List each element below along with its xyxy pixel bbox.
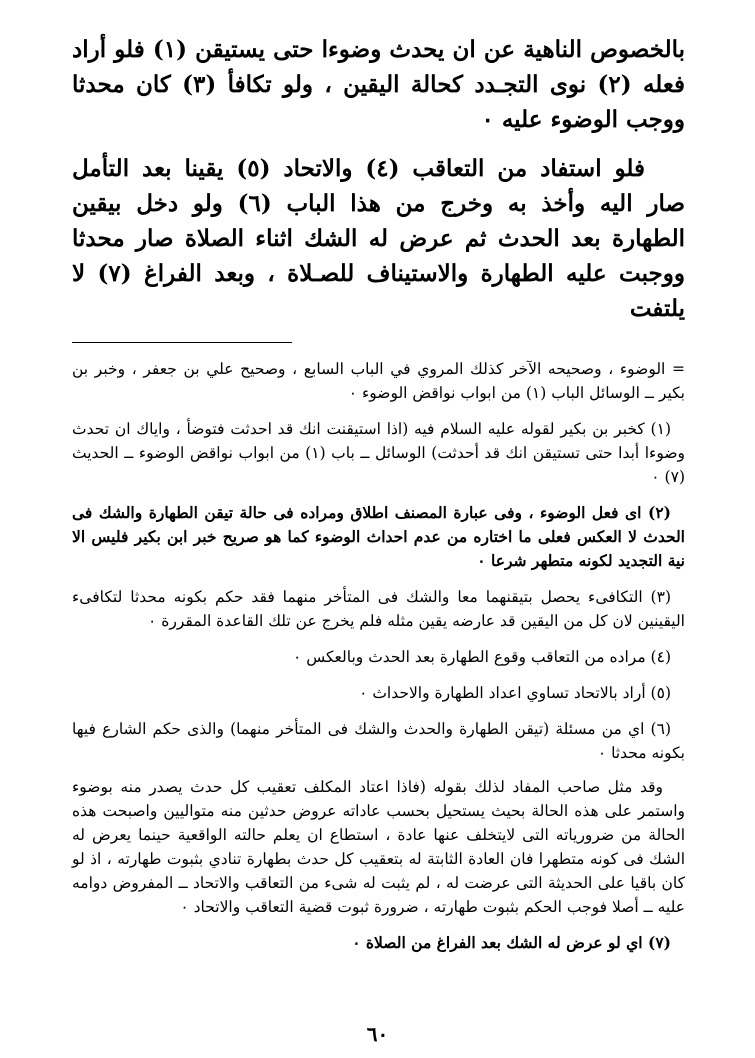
footnote-7: (٧) اي لو عرض له الشك بعد الفراغ من الصلاة ٠	[352, 933, 671, 952]
footnote-separator	[72, 342, 292, 343]
footnote-6: (٦) اي من مسئلة (تيقن الطهارة والحدث والشك فى المتأخر منهما) والذى حكم الشارع فيها بكونه محدثا ٠	[72, 720, 685, 762]
footnote-4: (٤) مراده من التعاقب وقوع الطهارة بعد الحدث وبالعكس ٠	[292, 648, 671, 666]
footnote-3: (٣) التكافىء يحصل بتيقنهما معا والشك فى المتأخر منهما فقد حكم بكونه محدثا لتكافىء اليقينين لان كل من اليقين قد عارضه يقين مثله فلم يخرج عن تلك القاعدة المقررة ٠	[72, 588, 685, 630]
page-number: ٦٠	[366, 1022, 389, 1046]
footnote-5: (٥) أراد بالاتحاد تساوي اعداد الطهارة والاحداث ٠	[359, 684, 671, 702]
footnote-separator-wrap	[72, 342, 685, 343]
main-text	[72, 0, 685, 326]
main-paragraph-1: بالخصوص الناهية عن ان يحدث وضوءا حتى يستيقن (١) فلو أراد فعله (٢) نوى التجـدد كحالة اليقين ، ولو تكافأ (٣) كان محدثا ووجب الوضوء عليه ٠	[72, 36, 685, 133]
footnote-2: (٢) اى فعل الوضوء ، وفى عبارة المصنف اطلاق ومراده فى حالة تيقن الطهارة والشك فى الحدث لا العكس فعلى ما اختاره من عدم احداث الوضوء كما هو صريح خبر ابن بكير فليس الا نية التجديد لكونه متطهر شرعا ٠	[72, 503, 685, 570]
footnote-1: (١) كخبر بن بكير لقوله عليه السلام فيه (اذا استيقنت انك قد احدثت فتوضأ ، واياك ان تحدث وضوءا أبدا حتى تستيقن انك قد أحدثت) الوسائل ــ باب (١) من ابواب نواقض الوضوء ــ الحديث (٧) ٠	[72, 420, 685, 486]
footnote-6-commentary: وقد مثل صاحب المفاد لذلك بقوله (فاذا اعتاد المكلف تعقيب كل حدث يصدر منه بوضوء واستمر على هذه الحالة بحيث يستحيل بحسب عاداته عروض حدثين منه متواليين واصبحت هذه الحالة من ضرورياته التى لايتخلف عنها عادة ، استطاع ان يعلم حالته الواقعية حينما يعرض له الشك فى كونه متطهرا فان العادة الثابتة له بتعقيب كل حدث بطهارة تنادي بثبوت طهارته ، اذ لو كان باقيا على الحديثة التى عرضت له ، لم يثبت له شىء من التعاقب والاتحاد ــ المفروض دوامه عليه ــ أصلا فوجب الحكم بثبوت طهارته ، ضرورة ثبوت قضية التعاقب والاتحاد ٠	[72, 778, 685, 916]
footnotes	[72, 357, 685, 955]
footnote-continuation: = الوضوء ، وصحيحه الآخر كذلك المروي في الباب السابع ، وصحيح علي بن جعفر ، وخبر بن بكير ــ الوسائل الباب (١) من ابواب نواقض الوضوء ٠	[72, 360, 685, 402]
main-paragraph-2: فلو استفاد من التعاقب (٤) والاتحاد (٥) يقينا بعد التأمل صار اليه وأخذ به وخرج من هذا الباب (٦) ولو دخل بيقين الطهارة بعد الحدث ثم عرض له الشك اثناء الصلاة صار محدثا ووجبت عليه الطهارة والاستيناف للصـلاة ، وبعد الفراغ (٧) لا يلتفت	[72, 155, 685, 322]
